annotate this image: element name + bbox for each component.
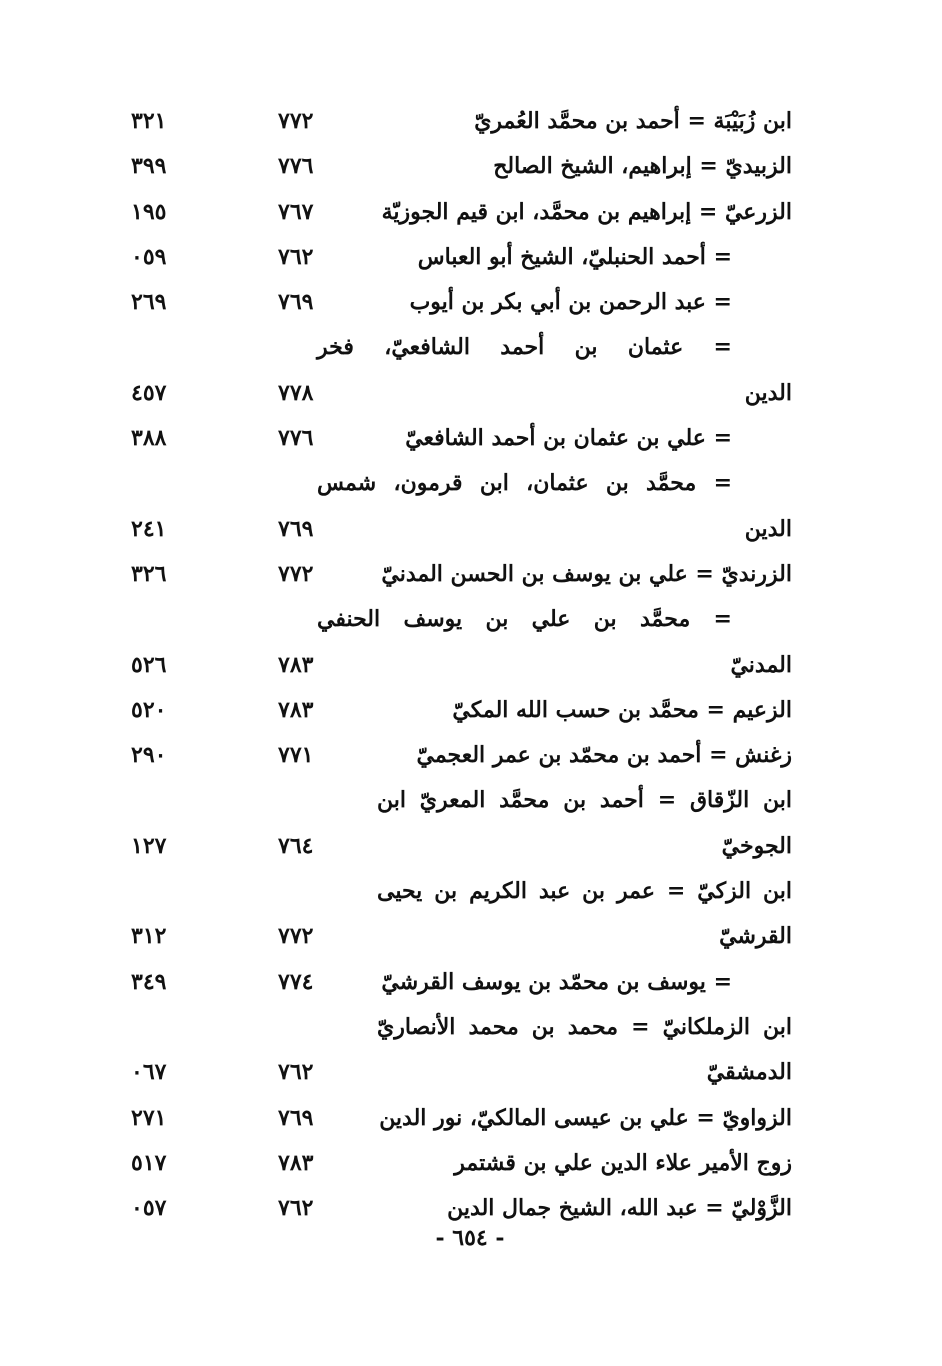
index-entry bbox=[0, 644, 942, 689]
entry-number: ٠٦٧ bbox=[131, 1059, 167, 1086]
entry-year: ٧٦٧ bbox=[278, 198, 314, 225]
entry-number: ٢٧١ bbox=[131, 1104, 167, 1131]
entry-number: ٢٤١ bbox=[131, 515, 167, 542]
entry-year: ٧٧٢ bbox=[278, 560, 314, 587]
entry-name: الدين bbox=[744, 379, 792, 406]
entry-name: الزبيديّ = إبراهيم، الشيخ الصالح bbox=[493, 153, 792, 180]
entry-name: = عبد الرحمن بن أبي بكر بن أيوب bbox=[409, 289, 732, 316]
entry-number: ٠٥٩ bbox=[131, 243, 167, 270]
index-entry bbox=[0, 236, 942, 281]
entry-year: ٧٧٦ bbox=[278, 153, 314, 180]
entry-name: زغنش = أحمد بن محمّد بن عمر العجميّ bbox=[416, 742, 792, 769]
entry-name: الزَّوْليّ = عبد الله، الشيخ جمال الدين bbox=[447, 1195, 792, 1222]
entry-number: ٣١٢ bbox=[131, 923, 167, 950]
entry-year: ٧٦٩ bbox=[278, 289, 314, 316]
entry-name: الدمشقيّ bbox=[706, 1059, 792, 1086]
entry-name: الدين bbox=[744, 515, 792, 542]
entry-number: ٢٦٩ bbox=[131, 289, 167, 316]
index-entry bbox=[0, 100, 942, 145]
index-entry bbox=[0, 326, 942, 371]
page-number: - ٦٥٤ - bbox=[435, 1225, 505, 1251]
entry-name: = محمَّد بن عثمان، ابن قرمون، شمس bbox=[317, 470, 732, 497]
entry-year: ٧٧٦ bbox=[278, 425, 314, 452]
index-entry bbox=[0, 915, 942, 960]
index-entry bbox=[0, 553, 942, 598]
index-entry bbox=[0, 145, 942, 190]
entry-name: زوج الأمير علاء الدين علي بن قشتمر bbox=[454, 1149, 792, 1176]
entry-name: = يوسف بن محمّد بن يوسف القرشيّ bbox=[381, 968, 732, 995]
index-entry bbox=[0, 825, 942, 870]
index-entry bbox=[0, 508, 942, 553]
entry-name: ابن الزّقاق = أحمد بن محمَّد المعريّ ابن bbox=[377, 787, 792, 814]
entry-year: ٧٦٢ bbox=[278, 1059, 314, 1086]
entry-year: ٧٧٤ bbox=[278, 968, 314, 995]
entry-number: ٥١٧ bbox=[131, 1149, 167, 1176]
entry-name: ابن الزملكانيّ = محمد بن محمد الأنصاريّ bbox=[377, 1013, 792, 1040]
index-entry bbox=[0, 870, 942, 915]
entry-number: ٣٨٨ bbox=[131, 425, 167, 452]
entry-name: المدنيّ bbox=[730, 651, 792, 678]
index-entry bbox=[0, 462, 942, 507]
entry-year: ٧٨٣ bbox=[278, 696, 314, 723]
entry-name: ابن زُبَيْبَة = أحمد بن محمَّد العُمريّ bbox=[474, 108, 792, 134]
entry-number: ١٩٥ bbox=[131, 198, 167, 225]
entry-name: = علي بن عثمان بن أحمد الشافعيّ bbox=[405, 425, 732, 452]
index-entry bbox=[0, 1051, 942, 1096]
entry-number: ٣٢٦ bbox=[131, 560, 167, 587]
index-entry bbox=[0, 961, 942, 1006]
index-entry bbox=[0, 1097, 942, 1142]
index-entry bbox=[0, 734, 942, 779]
entry-number: ٣٢١ bbox=[131, 108, 167, 134]
entry-year: ٧٧٨ bbox=[278, 379, 314, 406]
index-entry bbox=[0, 191, 942, 236]
entry-year: ٧٦٤ bbox=[278, 832, 314, 859]
entry-number: ٥٢٠ bbox=[131, 696, 167, 723]
index-entry bbox=[0, 689, 942, 734]
entry-year: ٧٧١ bbox=[278, 742, 314, 769]
entry-number: ٠٥٧ bbox=[131, 1195, 167, 1222]
entry-year: ٧٦٩ bbox=[278, 1104, 314, 1131]
entry-number: ٣٤٩ bbox=[131, 968, 167, 995]
entry-name: القرشيّ bbox=[719, 923, 792, 950]
entry-number: ٣٩٩ bbox=[131, 153, 167, 180]
entry-year: ٧٧٢ bbox=[278, 108, 314, 134]
index-entry bbox=[0, 779, 942, 824]
index-entry bbox=[0, 1142, 942, 1187]
entry-year: ٧٦٩ bbox=[278, 515, 314, 542]
index-entry bbox=[0, 417, 942, 462]
entry-year: ٧٦٢ bbox=[278, 1195, 314, 1222]
entry-year: ٧٨٣ bbox=[278, 1149, 314, 1176]
index-entry bbox=[0, 281, 942, 326]
entry-name: = محمَّد بن علي بن يوسف الحنفي bbox=[317, 606, 732, 633]
entry-year: ٧٧٢ bbox=[278, 923, 314, 950]
index-page bbox=[0, 100, 942, 1232]
entry-name: الزواويّ = علي بن عيسى المالكيّ، نور الدين bbox=[379, 1104, 792, 1131]
entry-name: الزرعيّ = إبراهيم بن محمَّد، ابن قيم الجوزيّة bbox=[381, 198, 792, 225]
entry-year: ٧٨٣ bbox=[278, 651, 314, 678]
entry-number: ٢٩٠ bbox=[131, 742, 167, 769]
entry-number: ١٢٧ bbox=[131, 832, 167, 859]
entry-name: = عثمان بن أحمد الشافعيّ، فخر bbox=[317, 334, 732, 361]
entry-year: ٧٦٢ bbox=[278, 243, 314, 270]
entry-name: = أحمد الحنبليّ، الشيخ أبو العباس bbox=[417, 243, 732, 270]
entry-name: الجوخيّ bbox=[721, 832, 792, 859]
entry-number: ٤٥٧ bbox=[131, 379, 167, 406]
entry-name: الزعيم = محمَّد بن حسب الله المكيّ bbox=[452, 696, 792, 723]
entry-name: الزرنديّ = علي بن يوسف بن الحسن المدنيّ bbox=[381, 560, 792, 587]
index-entry bbox=[0, 1006, 942, 1051]
index-entry bbox=[0, 372, 942, 417]
entry-number: ٥٢٦ bbox=[131, 651, 167, 678]
index-entry bbox=[0, 598, 942, 643]
entry-name: ابن الزكيّ = عمر بن عبد الكريم بن يحيى bbox=[377, 878, 792, 905]
